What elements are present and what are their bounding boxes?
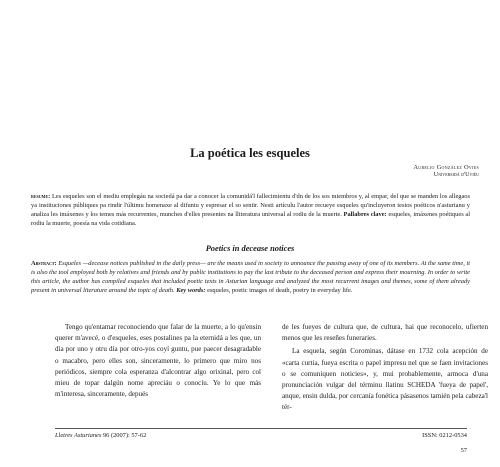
abstract-label: Abstract:	[31, 260, 57, 267]
abstract-text: Esqueles —decease notices published in the daily press— are the means used in society to announce the passing away of one of its members. At the same time, it is also the tool employed both by relatives and friends and by public institutions to pay the last tribute to the deceased person and express their mourning. In order to write this article, the author has compiled esqueles that included poetic texts in Asturian language and analyzed the most recurrent images and themes, some of them already present in universal literature around the topic of death.	[31, 260, 470, 294]
body-column-left	[55, 322, 261, 400]
abstract-keywords: esqueles, poetic images of death, poetry in everyday life.	[207, 287, 353, 294]
article-title: La poética les esqueles	[190, 146, 310, 160]
body-column-right	[282, 322, 488, 414]
author-affiliation: Universidá d'Uviéu	[433, 172, 479, 178]
footer-citation	[55, 432, 146, 439]
resume-label: resume:	[31, 193, 51, 200]
body-paragraph: La esquela, según Corominas, dátase en 1732 cola acepción de «carta curtia, fueya escrita o papel impresu nel que se faen invitaciones o se comuniquen noticies», y, mui probablemente, armoca d'una pronunciación vulgar del términu llatinu SCHEDA 'fueya de papel', anque, ensin dulda, por cercanía fonética pásasenos tamién pela cabeza'l tér-	[282, 347, 488, 412]
resume-keywords: esqueles, imáxenes poétiques al rodiu la muerte, poesía na vida cotidiana.	[31, 211, 470, 227]
page-number: 57	[460, 447, 467, 454]
body-paragraph: Tengo qu'entamar reconociendo que falar de la muerte, a lo qu'ensin querer m'avecé, o d'esqueles, eses postalines pa la eternidá a les que, un día por uno y otru día por otro-yos coyí guntu, pue paecer desagradable o macabro, pero elles son, sinceramente, lo primero que miro nos periódicos, siempre cola esperanza d'alcontrar algo orixinal, pero col mieu de topar dalgún nome apreciáu o conocíu. Ye lo que más m'interesa, sinceramente, depués	[55, 323, 261, 399]
resume-keywords-label: Pallabres clave:	[343, 211, 387, 218]
journal-issue: 96 (2007): 57-62	[102, 432, 147, 439]
english-title: Poetics in decease notices	[205, 244, 295, 253]
resume-block	[31, 192, 470, 228]
abstract-block	[31, 259, 470, 295]
journal-name: Lletres Asturianes	[55, 432, 102, 439]
footer-issn: ISSN: 0212-0534	[422, 432, 467, 439]
footer-divider	[55, 428, 467, 429]
resume-text: Les esqueles son el mediu emplegáu na sociedá pa dar a conocer la comunidá'l fallecimientu d'dn de los sos miembros y, al empar, del que se manden los allegaos ya instituciones públiques pa rindir l'últimu homenaxe al difuntu y espresar el so sentir. Nesti artículu l'autor recueye esqueles qu'incluyeron testos poéticos n'asturianu y analiza les imáxenes y los temes más recurrentes, munches d'elles presentes na lliteratura universal al rodiu de la muerte.	[31, 193, 470, 218]
abstract-keywords-label: Key words:	[176, 287, 206, 294]
author-name: Aurelio González Ovies	[413, 164, 479, 171]
body-paragraph-continuation: de les fueyes de cultura que, de cultura, hai que reconocelo, ufierten menos que les reseñes funeraries.	[282, 323, 488, 343]
